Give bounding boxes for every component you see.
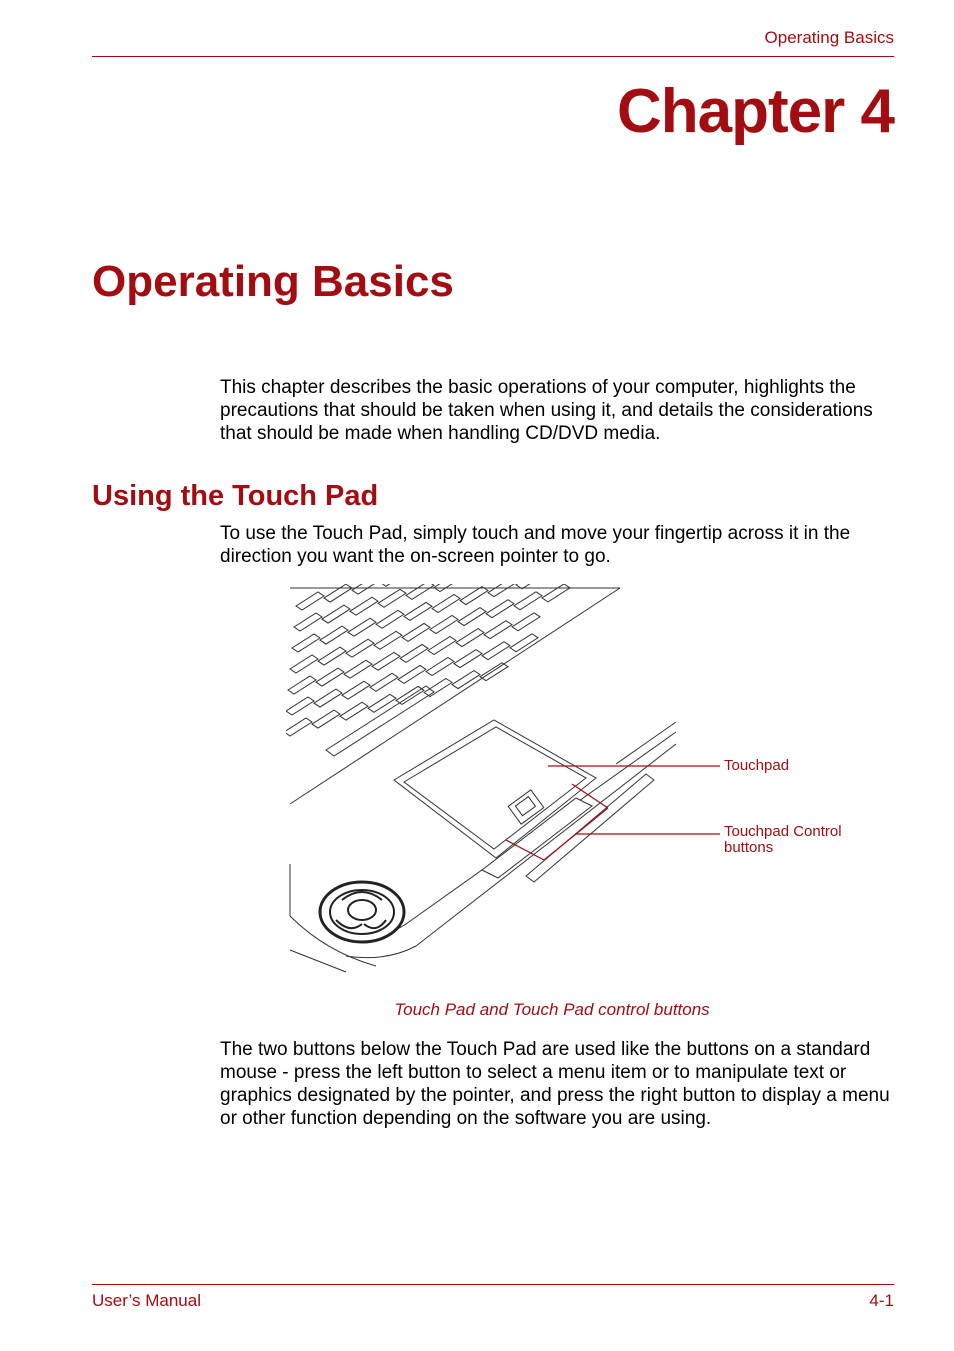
keyboard-key <box>430 616 458 634</box>
keyboard-key <box>352 584 380 594</box>
keyboard-key <box>428 637 456 655</box>
keyboard-key <box>292 634 320 652</box>
keyboard-key <box>488 584 516 597</box>
keyboard-key <box>324 584 352 602</box>
keyboard-key <box>372 652 400 670</box>
touchpad-paragraph: To use the Touch Pad, simply touch and move your fingertip across it in the direction you want the on-screen pointer to go. <box>220 523 851 567</box>
keyboard-key <box>452 671 480 689</box>
keyboard-key <box>368 694 396 712</box>
keyboard-key <box>454 650 482 668</box>
keyboard-key <box>396 686 424 704</box>
chapter-title: Chapter 4 <box>617 77 894 146</box>
keyboard-key <box>314 689 342 707</box>
keyboard-key <box>318 647 346 665</box>
keyboard-key <box>296 592 324 610</box>
touchpad-surface <box>394 720 596 858</box>
keyboard-key <box>404 602 432 620</box>
keyboard-key <box>350 597 378 615</box>
keyboard-key <box>512 613 540 631</box>
keyboard-key <box>400 644 428 662</box>
header-rule <box>92 56 894 57</box>
figure-caption: Touch Pad and Touch Pad control buttons <box>394 1000 710 1019</box>
keyboard-key <box>348 618 376 636</box>
buttons-callout-label-line1: Touchpad Control <box>724 823 842 840</box>
keyboard-key <box>514 592 542 610</box>
keyboard-key <box>406 584 434 599</box>
keyboard-key <box>286 697 314 715</box>
page-number: 4-1 <box>869 1291 894 1310</box>
keyboard-key <box>460 587 488 605</box>
buttons-callout-label-line2: buttons <box>724 839 774 856</box>
keyboard-key <box>342 681 370 699</box>
keyboard-key <box>380 584 408 586</box>
keyboard-key <box>432 595 460 613</box>
keyboard-key <box>376 610 404 628</box>
keyboard-key <box>374 631 402 649</box>
keyboard-key <box>312 710 340 728</box>
keyboard-key <box>346 639 374 657</box>
keyboard-key <box>378 589 406 607</box>
palm-rest-inner-edge <box>616 722 676 764</box>
keyboard-key <box>542 584 570 602</box>
keyboard-key <box>458 608 486 626</box>
footer-manual-label: User’s Manual <box>92 1291 201 1310</box>
keyboard-key <box>322 605 350 623</box>
footer-rule <box>92 1284 894 1285</box>
keyboard-key <box>398 665 426 683</box>
page-title: Operating Basics <box>92 257 454 306</box>
keyboard-key <box>344 660 372 678</box>
keyboard-key <box>482 642 510 660</box>
section-heading: Using the Touch Pad <box>92 480 379 512</box>
keyboard-key <box>288 676 316 694</box>
touchpad-callout-label: Touchpad <box>724 757 790 774</box>
keyboard-key <box>484 621 512 639</box>
laptop-illustration <box>286 584 886 978</box>
running-header: Operating Basics <box>764 28 894 47</box>
keyboard-key <box>402 623 430 641</box>
keyboard-key <box>316 668 344 686</box>
keyboard-key <box>286 718 312 736</box>
keyboard-key <box>426 658 454 676</box>
keyboard-key <box>340 702 368 720</box>
keyboard-key <box>294 613 322 631</box>
keyboard-key <box>290 655 318 673</box>
keyboard-key <box>510 634 538 652</box>
keyboard-key <box>370 673 398 691</box>
touchpad-figure <box>286 584 886 978</box>
keyboard-key <box>320 626 348 644</box>
keyboard-key <box>456 629 484 647</box>
buttons-paragraph: The two buttons below the Touch Pad are used like the buttons on a standard mouse - press the left button to select a menu item or to manipulate text or graphics designated by the pointer, and press the right button to display a menu or other function depending on the software you are using. <box>220 1039 890 1129</box>
keyboard-key <box>480 663 508 681</box>
keyboard-key <box>486 600 514 618</box>
intro-paragraph: This chapter describes the basic operations of your computer, highlights the precautions that should be taken when using it, and details the considerations that should be made when handling CD/DVD media. <box>220 377 873 444</box>
